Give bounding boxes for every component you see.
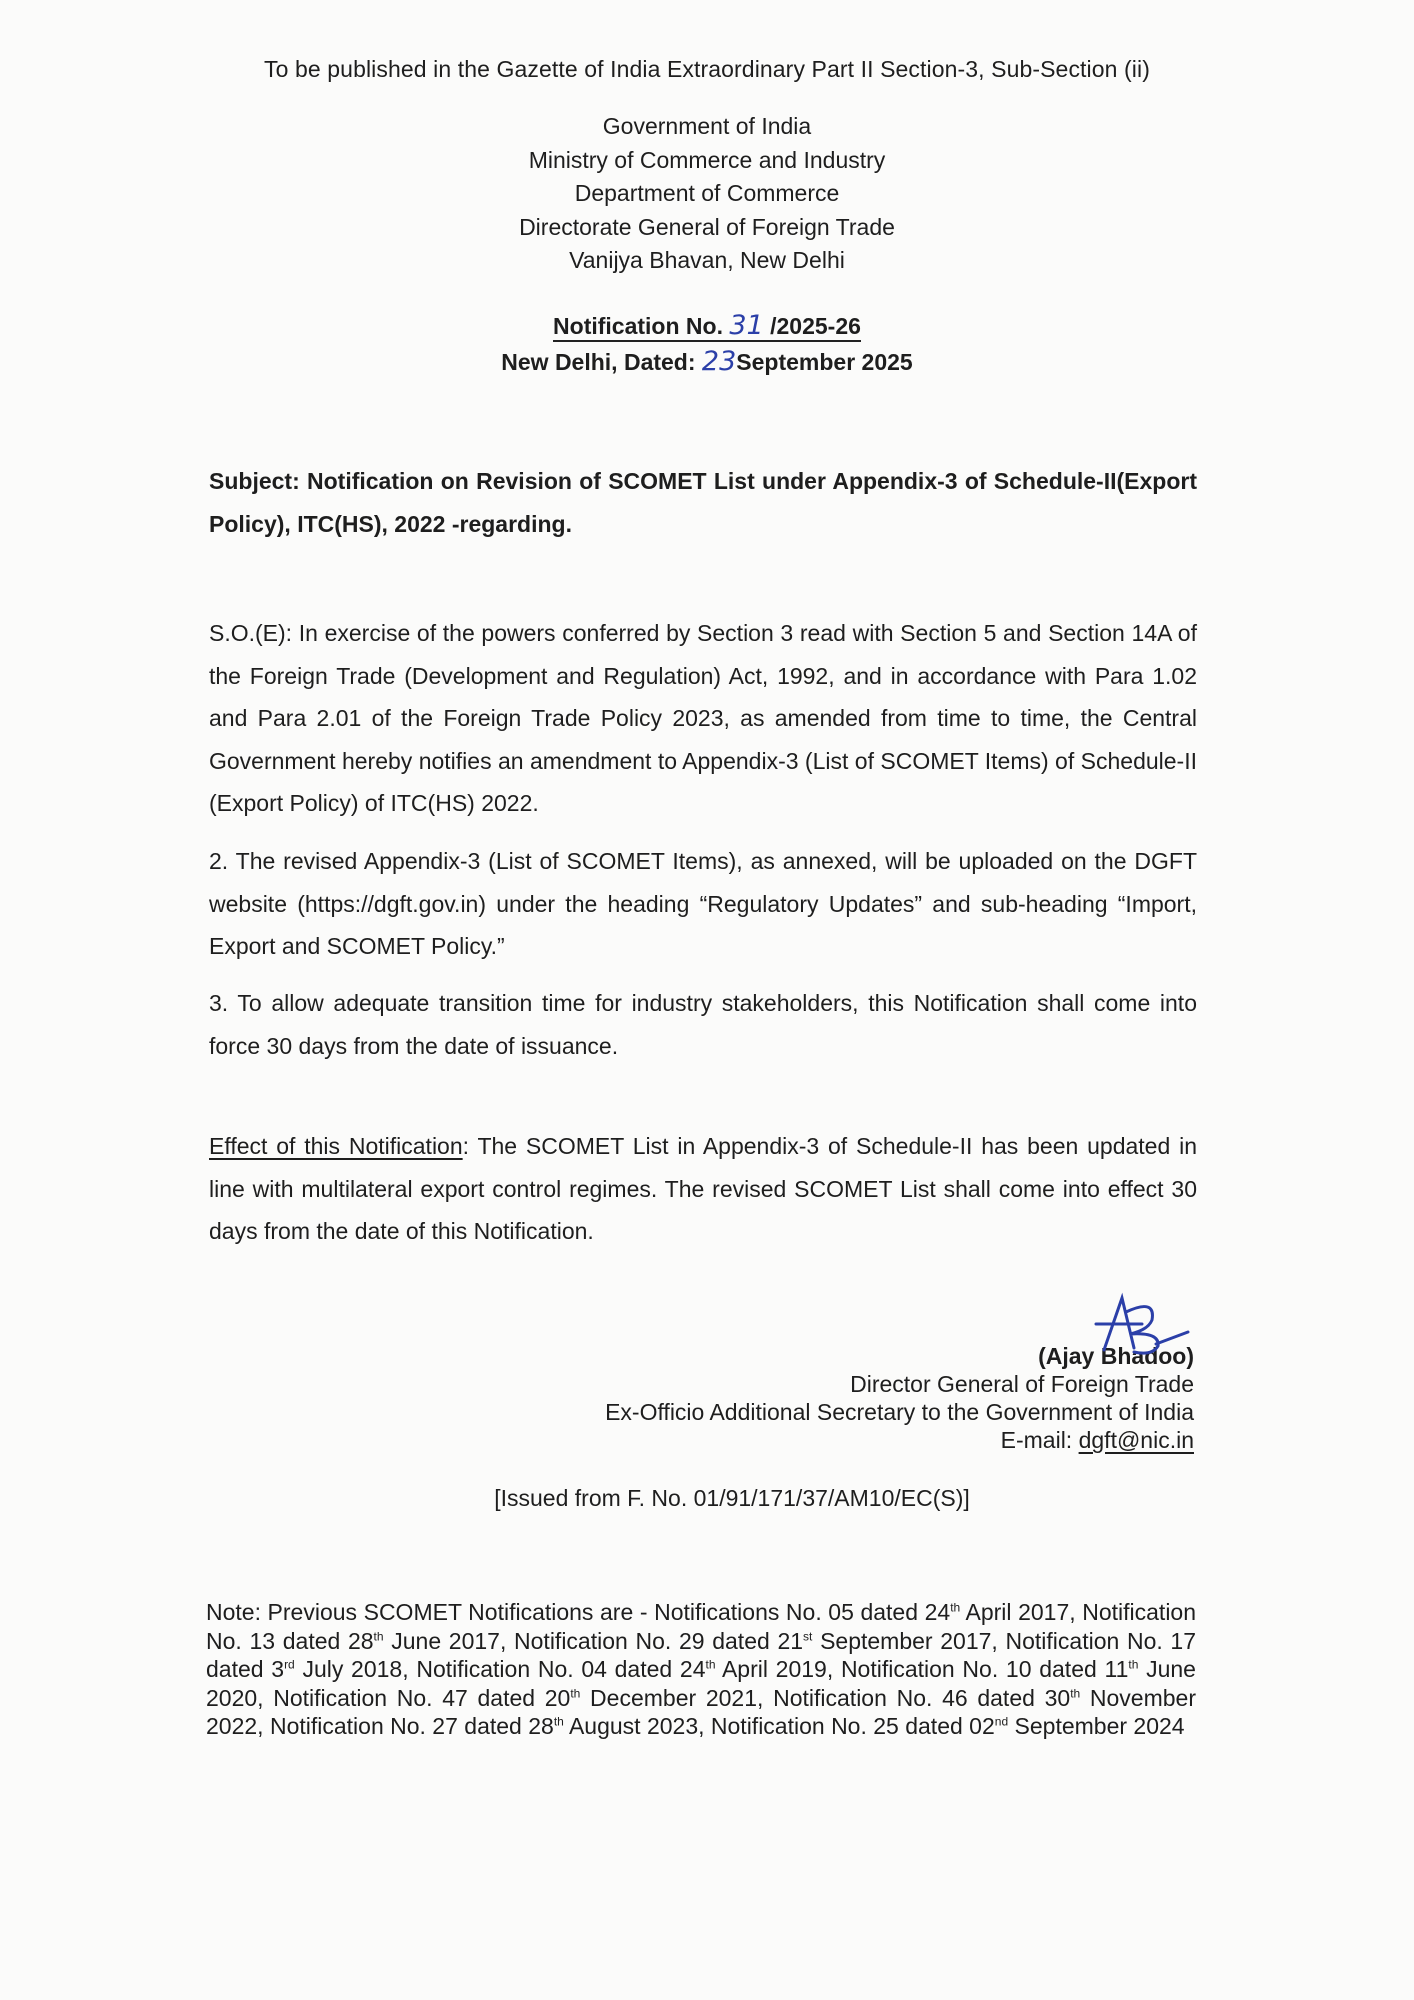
notification-number <box>553 312 861 342</box>
effect-colon: : <box>462 1133 470 1159</box>
effect-label: Effect of this Notification <box>209 1133 463 1159</box>
file-reference: [Issued from F. No. 01/91/171/37/AM10/EC(S)] <box>494 1485 970 1511</box>
note-item: Notification No. 46 dated 30th November 2022, <box>206 1684 1196 1739</box>
signatory-email-line <box>500 1426 1194 1454</box>
notification-suffix: /2025-26 <box>763 313 861 339</box>
note-item: Notification No. 13 dated 28th June 2017, <box>206 1599 1197 1654</box>
note-item: Notification No. 47 dated 20th December 2021, <box>273 1684 774 1711</box>
header-department: Department of Commerce <box>574 180 840 206</box>
note-item: Notifications No. 05 dated 24th April 2017, <box>654 1599 1083 1625</box>
header-government: Government of India <box>602 113 812 139</box>
signature-icon <box>1064 1290 1194 1360</box>
email-label: E-mail: <box>1000 1427 1079 1453</box>
email-link[interactable]: dgft@nic.in <box>1078 1427 1194 1453</box>
signature-block <box>500 1290 1194 1454</box>
note-item: Notification No. 27 dated 28th August 2023, <box>269 1713 711 1739</box>
handwritten-day: 23 <box>701 346 737 377</box>
header-address: Vanijya Bhavan, New Delhi <box>569 247 845 273</box>
date-prefix: New Delhi, Dated: <box>501 349 702 375</box>
note-intro: Note: Previous SCOMET Notifications are - <box>206 1599 655 1625</box>
issuing-authority-header <box>0 110 1414 278</box>
paragraph-1: S.O.(E): In exercise of the powers conferred by Section 3 read with Section 5 and Section 14A of the Foreign Trade (Development and Regulation) Act, 1992, and in accordance with Para 1.02 and Para 2.01 of the Foreign Trade Policy 2023, as amended from time to time, the Central Government hereby notifies an amendment to Appendix-3 (List of SCOMET Items) of Schedule-II (Export Policy) of ITC(HS) 2022. <box>209 620 1197 816</box>
signatory-title: Director General of Foreign Trade <box>850 1371 1194 1397</box>
note-item: Notification No. 29 dated 21st September 2017, <box>514 1627 1006 1654</box>
notification-number-block <box>0 309 1414 380</box>
signatory-designation: Ex-Officio Additional Secretary to the Government of India <box>605 1399 1194 1425</box>
header-ministry: Ministry of Commerce and Industry <box>528 146 886 173</box>
note-item: Notification No. 04 dated 24th April 2019, <box>416 1656 841 1682</box>
paragraph-3: 3. To allow adequate transition time for industry stakeholders, this Notification shall come into force 30 days from the date of issuance. <box>209 990 1197 1059</box>
handwritten-number: 31 <box>729 310 764 341</box>
signatory-name: (Ajay Bhadoo) <box>1038 1343 1194 1369</box>
notification-date <box>0 344 1414 380</box>
note-item: Notification No. 17 dated 3rd July 2018, <box>206 1627 1197 1682</box>
note-item: Notification No. 10 dated 11th June 2020, <box>206 1656 1196 1711</box>
effect-paragraph <box>209 1125 1197 1253</box>
paragraph-2: 2. The revised Appendix-3 (List of SCOMET Items), as annexed, will be uploaded on the DGFT website (https://dgft.gov.in) under the heading “Regulatory Updates” and sub-heading “Import, Export and SCOMET Policy.” <box>209 848 1197 959</box>
previous-notifications-note <box>206 1598 1196 1741</box>
header-directorate: Directorate General of Foreign Trade <box>519 213 895 240</box>
date-suffix: September 2025 <box>736 349 913 375</box>
note-item: Notification No. 25 dated 02nd September 2024 <box>710 1713 1185 1739</box>
effect-text: The SCOMET List in Appendix-3 of Schedule-II has been updated in line with multilateral export control regimes. The revised SCOMET List shall come into effect 30 days from the date of this Notification. <box>209 1133 1197 1244</box>
notification-prefix: Notification No. <box>553 313 730 339</box>
gazette-publication-line: To be published in the Gazette of India Extraordinary Part II Section-3, Sub-Section (ii) <box>264 56 1150 82</box>
subject-line: Subject: Notification on Revision of SCOMET List under Appendix-3 of Schedule-II(Export Policy), ITC(HS), 2022 -regarding. <box>209 468 1197 537</box>
